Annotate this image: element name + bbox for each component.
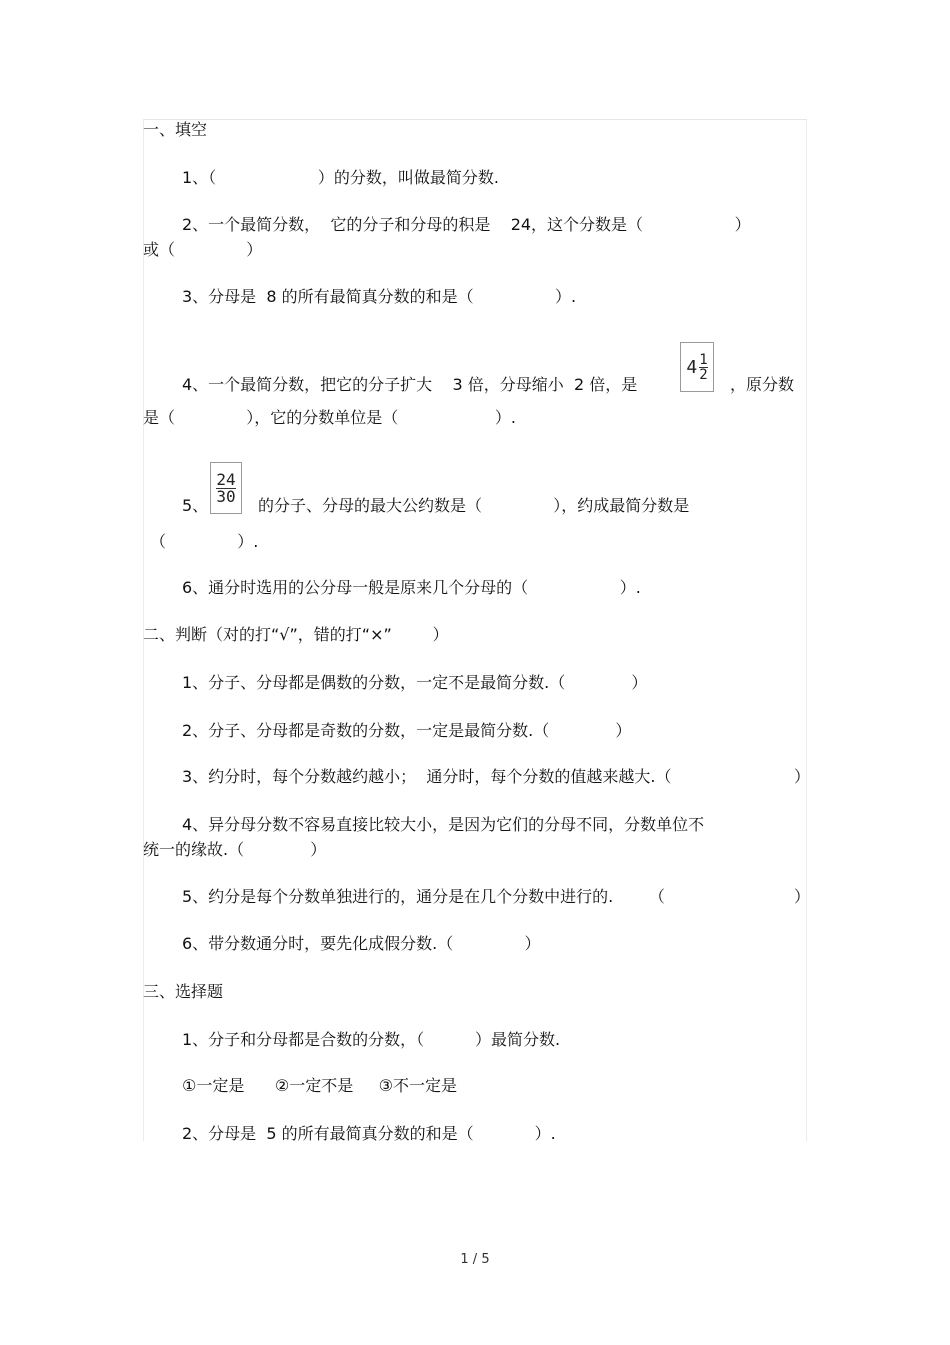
question-3-1-options: ①一定是 ②一定不是 ③不一定是 bbox=[182, 1076, 457, 1095]
question-2-6: 6、带分数通分时，要先化成假分数.（ ） bbox=[182, 934, 541, 953]
question-2-4-line2: 统一的缘故.（ ） bbox=[143, 840, 327, 859]
question-2-3: 3、约分时，每个分数越约越小； 通分时，每个分数的值越来越大.（ bbox=[182, 767, 672, 786]
mixed-fraction-4-1-2 bbox=[680, 342, 714, 392]
question-1-2-line1: 2、一个最简分数， 它的分子和分母的积是 24，这个分数是（ ） bbox=[182, 215, 751, 234]
fraction-denominator: 30 bbox=[216, 486, 236, 506]
question-3-2: 2、分母是 5 的所有最简真分数的和是（ ）. bbox=[182, 1124, 556, 1143]
page-number: 1 / 5 bbox=[460, 1252, 490, 1267]
section-title-true-false: 二、判断（对的打“√”，错的打“×” ） bbox=[143, 625, 449, 644]
question-1-2-line2: 或（ ） bbox=[143, 240, 263, 259]
question-1-1: 1、（ ）的分数，叫做最简分数. bbox=[182, 168, 499, 187]
fraction-24-30 bbox=[210, 462, 242, 514]
fraction-numerator: 1 bbox=[699, 351, 708, 368]
question-2-4-line1: 4、异分母分数不容易直接比较大小，是因为它们的分母不同，分数单位不 bbox=[182, 815, 705, 834]
question-1-6: 6、通分时选用的公分母一般是原来几个分母的（ ）. bbox=[182, 578, 641, 597]
section-title-multiple-choice: 三、选择题 bbox=[143, 982, 224, 1001]
fraction bbox=[699, 353, 707, 382]
fraction-whole: 4 bbox=[686, 356, 698, 378]
fraction bbox=[216, 469, 236, 506]
question-1-5-line1-pre: 5、 bbox=[182, 496, 209, 515]
question-2-5: 5、约分是每个分数单独进行的，通分是在几个分数中进行的. （ bbox=[182, 887, 665, 906]
question-2-1: 1、分子、分母都是偶数的分数，一定不是最简分数.（ ） bbox=[182, 673, 648, 692]
fraction-denominator: 2 bbox=[699, 366, 708, 383]
question-2-2: 2、分子、分母都是奇数的分数，一定是最简分数.（ ） bbox=[182, 721, 632, 740]
question-1-4-line2: 是（ ），它的分数单位是（ ）. bbox=[143, 408, 516, 427]
question-2-3-close-paren: ） bbox=[794, 767, 811, 786]
fraction-numerator: 24 bbox=[216, 469, 236, 489]
question-1-5-line1-post: 的分子、分母的最大公约数是（ ），约成最简分数是 bbox=[258, 496, 690, 515]
question-1-4-line1-post: ，原分数 bbox=[730, 375, 795, 394]
section-title-fill-blank: 一、填空 bbox=[143, 120, 208, 139]
question-1-4-line1-pre: 4、一个最简分数，把它的分子扩大 3 倍，分母缩小 2 倍，是 bbox=[182, 375, 638, 394]
question-2-5-close-paren: ） bbox=[794, 887, 811, 906]
question-1-5-line2: （ ）. bbox=[150, 532, 259, 551]
question-3-1: 1、分子和分母都是合数的分数，（ ）最简分数. bbox=[182, 1030, 561, 1049]
question-1-3: 3、分母是 8 的所有最简真分数的和是（ ）. bbox=[182, 287, 577, 306]
